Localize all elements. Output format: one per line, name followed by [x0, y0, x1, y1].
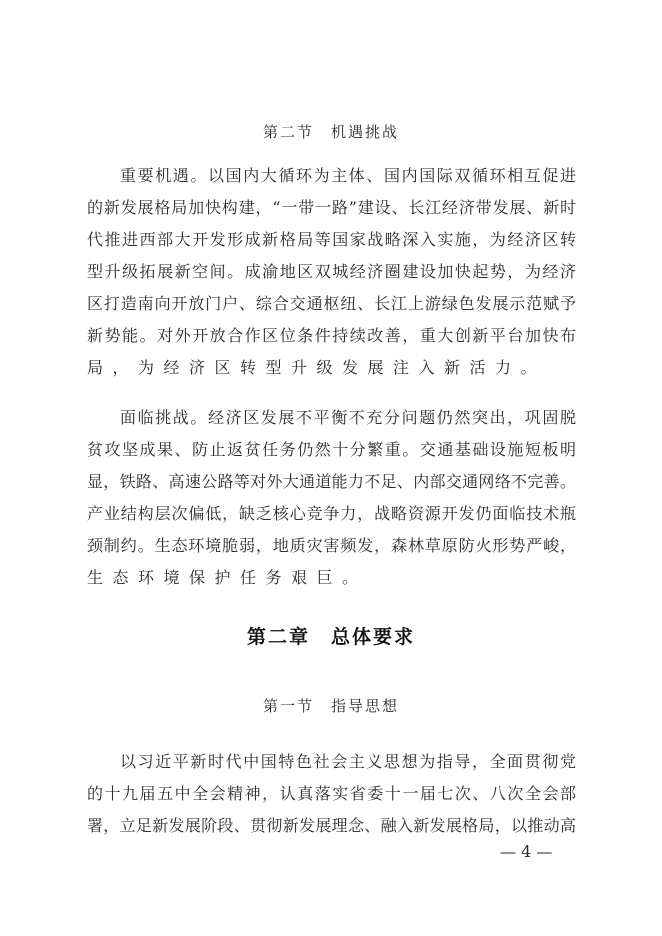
paragraph-line: 的十九届五中全会精神，认真落实省委十一届七次、八次全会部 [87, 784, 576, 803]
paragraph-line: 重要机遇。以国内大循环为主体、国内国际双循环相互促进 [120, 166, 576, 185]
paragraph-line: 型升级拓展新空间。成渝地区双城经济圈建设加快起势，为经济 [87, 262, 576, 281]
paragraph-line: 的新发展格局加快构建，“一带一路”建设、长江经济带发展、新时 [87, 198, 576, 217]
paragraph-line: 代推进西部大开发形成新格局等国家战略深入实施，为经济区转 [87, 230, 576, 249]
page-number: — 4 — [500, 842, 553, 861]
paragraph-line: 产业结构层次偏低，缺乏核心竞争力，战略资源开发仍面临技术瓶 [87, 504, 576, 523]
chapter-heading: 第二章 总体要求 [246, 626, 415, 648]
paragraph-line: 区打造南向开放门户、综合交通枢纽、长江上游绿色发展示范赋予 [87, 294, 576, 313]
paragraph-line: 生态环境保护任务艰巨。 [87, 568, 368, 587]
paragraph-line: 面临挑战。经济区发展不平衡不充分问题仍然突出，巩固脱 [120, 408, 576, 427]
section-heading-guiding-ideology: 第一节 指导思想 [262, 697, 399, 715]
paragraph-line: 颈制约。生态环境脆弱，地质灾害频发，森林草原防火形势严峻， [87, 536, 576, 555]
paragraph-line: 以习近平新时代中国特色社会主义思想为指导，全面贯彻党 [120, 752, 576, 771]
section-heading-opportunities-challenges: 第二节 机遇挑战 [262, 123, 399, 141]
paragraph-line: 局，为经济区转型升级发展注入新活力。 [87, 358, 547, 377]
paragraph-line: 显，铁路、高速公路等对外大通道能力不足、内部交通网络不完善。 [87, 472, 576, 491]
paragraph-line: 新势能。对外开放合作区位条件持续改善，重大创新平台加快布 [87, 326, 576, 345]
paragraph-line: 署，立足新发展阶段、贯彻新发展理念、融入新发展格局，以推动高 [87, 816, 576, 835]
paragraph-line: 贫攻坚成果、防止返贫任务仍然十分繁重。交通基础设施短板明 [87, 440, 576, 459]
